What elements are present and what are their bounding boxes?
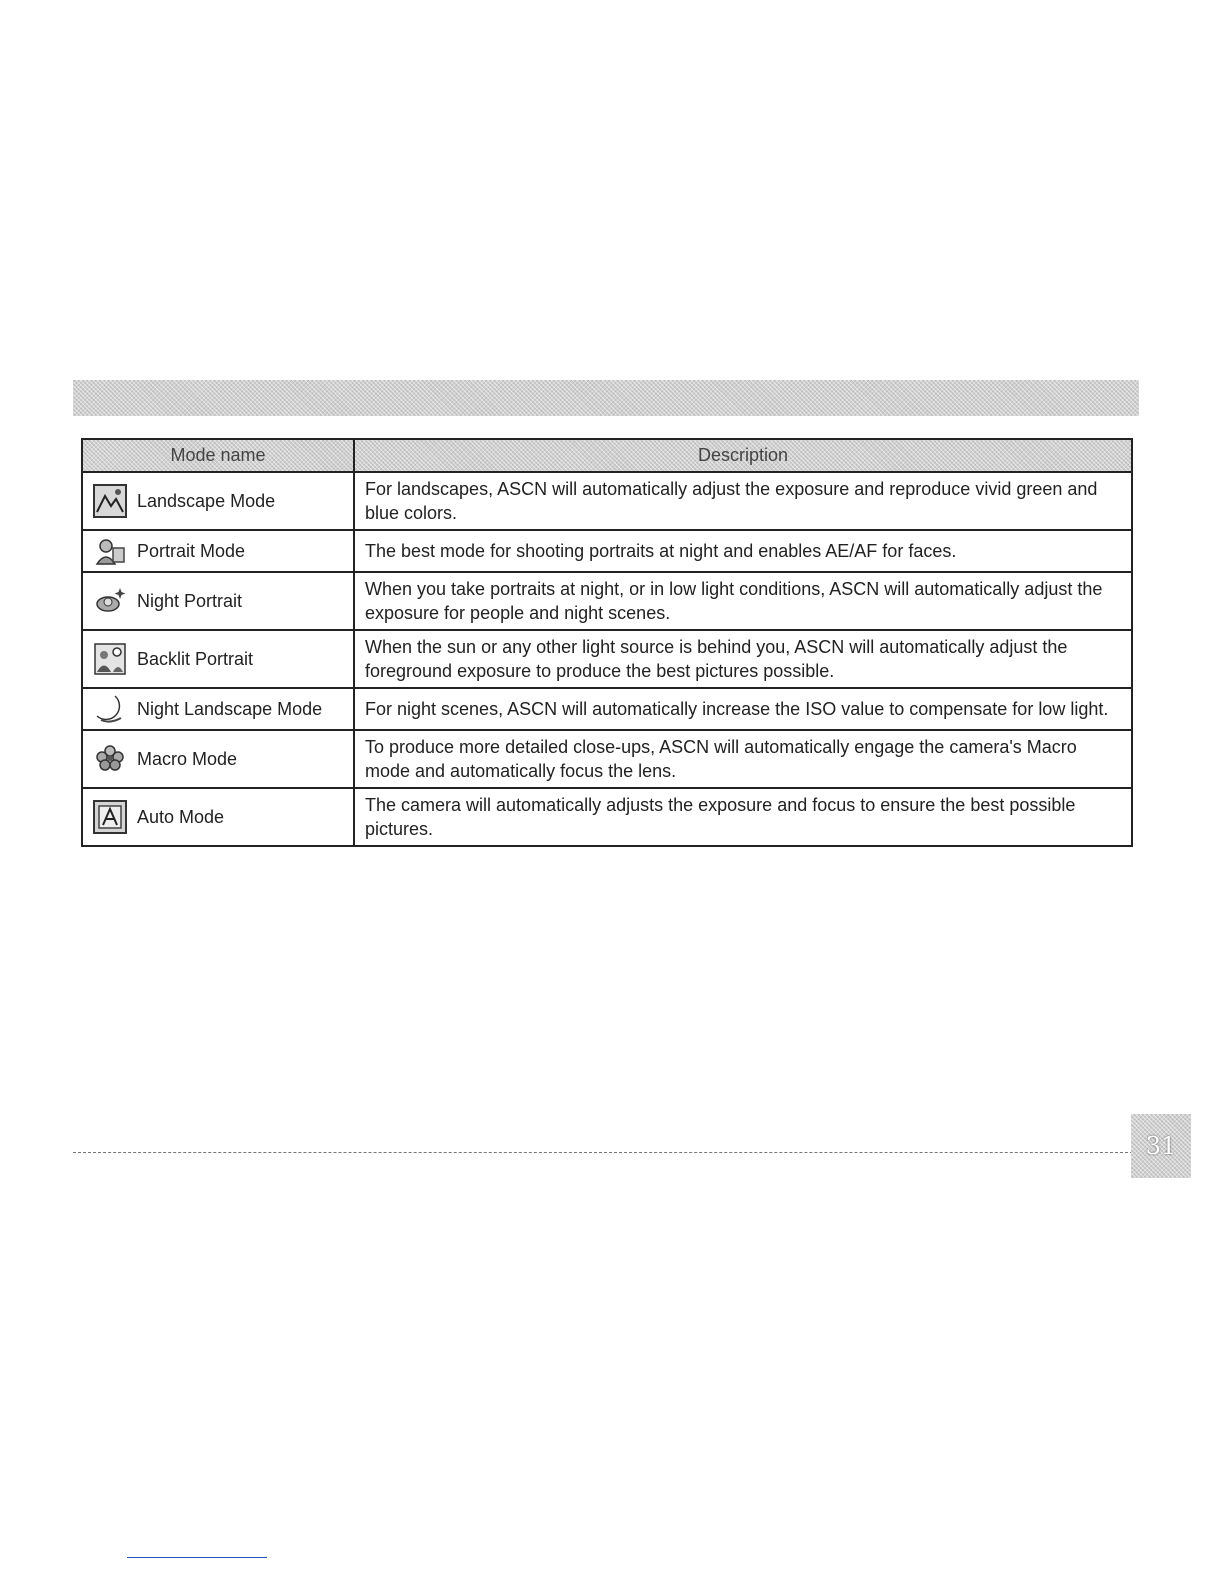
mode-description: For night scenes, ASCN will automatically increase the ISO value to compensate for low light. — [354, 688, 1132, 730]
mode-name-cell — [82, 530, 354, 572]
mode-description: To produce more detailed close-ups, ASCN will automatically engage the camera's Macro mode and automatically focus the lens. — [354, 730, 1132, 788]
scene-mode-table — [81, 438, 1133, 847]
mode-description: The best mode for shooting portraits at night and enables AE/AF for faces. — [354, 530, 1132, 572]
mode-description: The camera will automatically adjusts the exposure and focus to ensure the best possible pictures. — [354, 788, 1132, 846]
mode-name: Portrait Mode — [137, 540, 246, 561]
mode-name: Night Landscape Mode — [137, 698, 323, 719]
page-number: 31 — [1131, 1114, 1191, 1178]
mode-name-cell — [82, 730, 354, 788]
mode-name: Macro Mode — [137, 748, 238, 769]
mode-name-cell — [82, 688, 354, 730]
mode-name-cell — [82, 572, 354, 630]
mode-name: Landscape Mode — [137, 490, 276, 511]
table-row — [82, 730, 1132, 788]
macro-icon — [93, 742, 127, 776]
section-header-band — [73, 380, 1139, 416]
mode-description: When you take portraits at night, or in low light conditions, ASCN will automatically adjust the exposure for people and night scenes. — [354, 572, 1132, 630]
mode-name-cell — [82, 472, 354, 530]
table-header-row — [82, 439, 1132, 472]
portrait-icon — [93, 534, 127, 568]
mode-name-cell — [82, 630, 354, 688]
table-row — [82, 688, 1132, 730]
night-landscape-icon — [93, 692, 127, 726]
mode-name: Auto Mode — [137, 806, 225, 827]
mode-description: For landscapes, ASCN will automatically adjust the exposure and reproduce vivid green and blue colors. — [354, 472, 1132, 530]
header-mode-name: Mode name — [82, 439, 354, 472]
footer-line — [127, 1557, 267, 1558]
landscape-icon — [93, 484, 127, 518]
table-row — [82, 572, 1132, 630]
table-row — [82, 630, 1132, 688]
mode-name: Backlit Portrait — [137, 648, 254, 669]
night-portrait-icon — [93, 584, 127, 618]
table-row — [82, 472, 1132, 530]
backlit-portrait-icon — [93, 642, 127, 676]
table-row — [82, 788, 1132, 846]
header-description: Description — [354, 439, 1132, 472]
auto-icon — [93, 800, 127, 834]
mode-name: Night Portrait — [137, 590, 243, 611]
mode-name-cell — [82, 788, 354, 846]
table-row — [82, 530, 1132, 572]
mode-description: When the sun or any other light source is behind you, ASCN will automatically adjust the foreground exposure to produce the best pictures possible. — [354, 630, 1132, 688]
footer-rule — [73, 1152, 1133, 1153]
